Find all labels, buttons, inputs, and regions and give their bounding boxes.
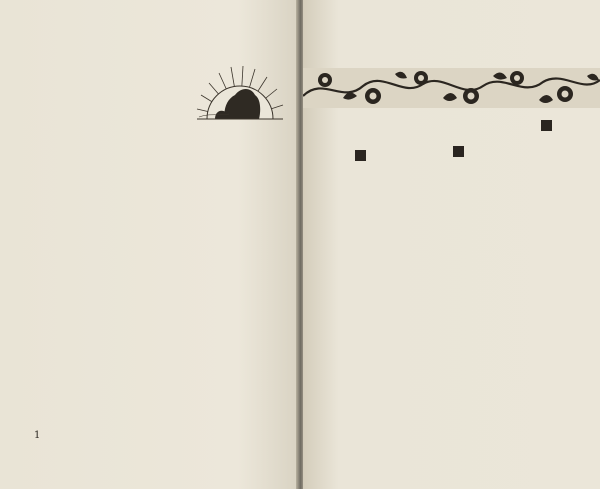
section-marker-icon xyxy=(453,146,464,157)
section-marker-icon xyxy=(541,120,552,131)
section-marker-icon xyxy=(355,150,366,161)
left-page xyxy=(0,0,298,489)
floral-banner-icon xyxy=(303,68,600,108)
sunrise-emblem-icon xyxy=(195,65,285,121)
page-number: 1 xyxy=(34,430,41,441)
